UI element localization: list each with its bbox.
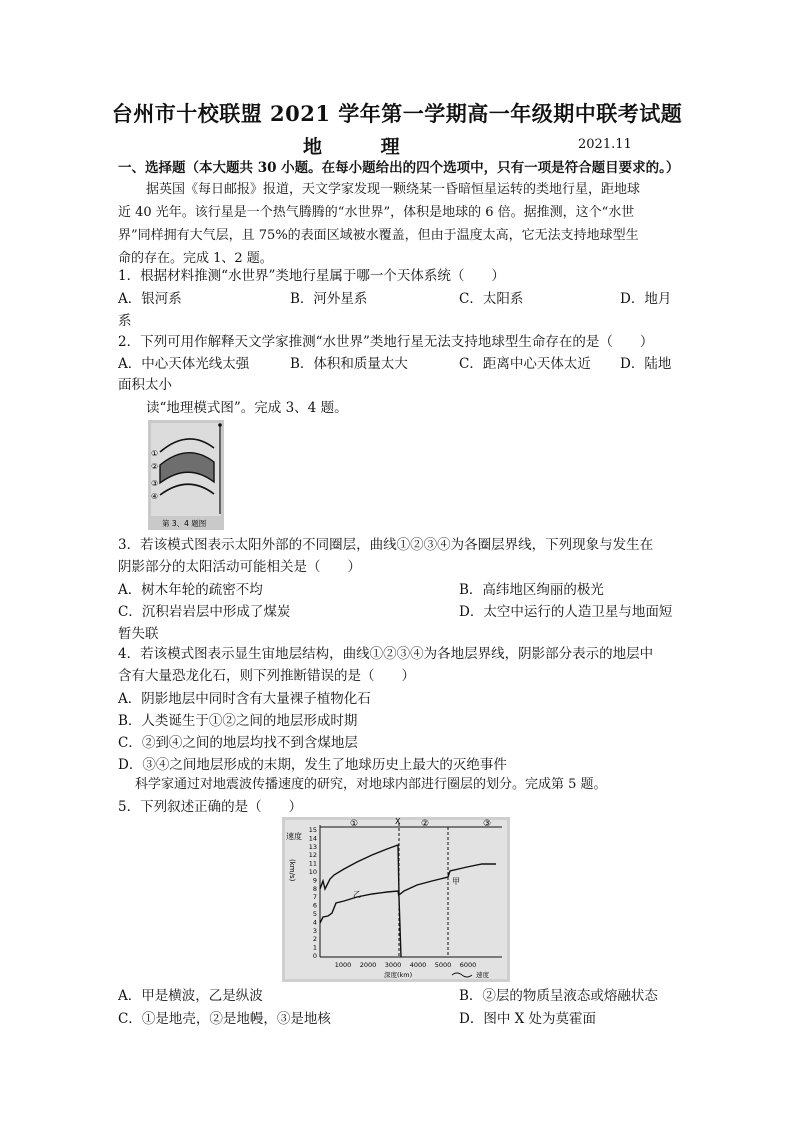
x-tick: 6000 <box>459 961 477 969</box>
q3-stem-line2: 阴影部分的太阳活动可能相关是（ ） <box>118 559 361 575</box>
curve-label-yi: 乙 <box>353 890 361 899</box>
passage-line: 据英国《每日邮报》报道，天文学家发现一颗绕某一昏暗恒星运转的类地行星，距地球 <box>146 182 641 197</box>
passage-line: 命的存在。完成 1、2 题。 <box>118 251 273 266</box>
q3-option-d: D．太空中运行的人造卫星与地面短 <box>459 604 673 620</box>
y-tick: 7 <box>312 893 317 902</box>
layer-label-1: ① <box>350 819 359 829</box>
y-axis-unit: (km/s) <box>288 859 296 882</box>
y-tick: 0 <box>312 952 317 960</box>
y-tick: 2 <box>312 935 317 944</box>
y-tick: 11 <box>308 859 317 868</box>
q3-stem-line1: 3．若该模式图表示太阳外部的不同圈层，曲线①②③④为各圈层界线，下列现象与发生在 <box>118 537 654 553</box>
q5-option-c: C．①是地壳，②是地幔，③是地核 <box>118 1011 331 1027</box>
y-tick: 5 <box>312 910 317 918</box>
q2-stem: 2．下列可用作解释天文学家推测“水世界”类地行星无法支持地球型生命存在的是（ ） <box>118 334 654 350</box>
y-tick: 8 <box>312 884 317 893</box>
intro-q3-q4: 读“地理模式图”。完成 3、4 题。 <box>146 400 348 416</box>
q4-option-c: C．②到④之间的地层均找不到含煤地层 <box>118 735 358 751</box>
q1-option-d: D．地月 <box>620 291 672 307</box>
q3-option-a: A．树木年轮的疏密不均 <box>118 582 263 598</box>
marker-2: ② <box>151 462 159 471</box>
q3-option-d-cont: 暂失联 <box>118 626 159 642</box>
passage-line: 近 40 光年。该行星是一个热气腾腾的“水世界”，体积是地球的 6 倍。据推测，这个“水世 <box>118 205 635 220</box>
y-tick: 12 <box>308 851 317 860</box>
x-tick: 3000 <box>384 961 402 969</box>
q4-stem-line2: 含有大量恐龙化石，则下列推断错误的是（ ） <box>118 668 415 684</box>
q5-option-a: A．甲是横波，乙是纵波 <box>118 988 263 1004</box>
boundary-x-label: X <box>395 817 401 826</box>
q5-option-d: D．图中 X 处为莫霍面 <box>459 1011 597 1027</box>
exam-date: 2021.11 <box>578 137 632 152</box>
q4-option-b: B．人类诞生于①②之间的地层形成时期 <box>118 713 358 729</box>
q4-option-d: D．③④之间地层形成的末期，发生了地球历史上最大的灭绝事件 <box>118 757 507 773</box>
passage-line: 界”同样拥有大气层，且 75%的表面区域被水覆盖，但由于温度太高，它无法支持地球型生 <box>118 228 639 243</box>
y-tick: 1 <box>312 943 317 952</box>
q1-stem: 1．根据材料推测“水世界”类地行星属于哪一个天体系统（ ） <box>118 268 505 284</box>
marker-4: ④ <box>151 492 159 501</box>
legend-label: 速度 <box>476 971 489 979</box>
x-axis-title: 深度(km) <box>384 971 413 979</box>
q1-option-a: A．银河系 <box>118 291 182 307</box>
exam-title: 台州市十校联盟 2021 学年第一学期高一年级期中联考试题 <box>111 101 683 126</box>
q3-option-c: C．沉积岩岩层中形成了煤炭 <box>118 604 291 620</box>
y-tick: 14 <box>308 834 317 843</box>
q2-option-b: B．体积和质量太大 <box>290 356 408 372</box>
layer-label-2: ② <box>421 819 430 829</box>
q3-option-b: B．高纬地区绚丽的极光 <box>459 582 604 598</box>
x-tick: 2000 <box>359 961 377 969</box>
q2-option-d: D．陆地 <box>620 356 672 372</box>
y-tick: 10 <box>308 868 317 876</box>
seismic-figure <box>282 817 510 982</box>
arrow-head <box>218 423 222 427</box>
x-tick: 1000 <box>334 961 352 969</box>
y-tick: 9 <box>312 876 317 885</box>
curve-label-jia: 甲 <box>452 877 460 886</box>
q4-stem-line1: 4．若该模式图表示显生宙地层结构，曲线①②③④为各地层界线，阴影部分表示的地层中 <box>118 646 654 662</box>
section-heading: 一、选择题（本大题共 30 小题。在每小题给出的四个选项中，只有一项是符合题目要求的。） <box>118 160 680 176</box>
y-tick: 15 <box>308 826 317 834</box>
x-tick: 5000 <box>434 961 452 969</box>
figure1-caption: 第 3、4 题图 <box>162 519 207 528</box>
q5-stem: 5．下列叙述正确的是（ ） <box>118 799 303 815</box>
q1-option-d-cont: 系 <box>118 313 132 329</box>
marker-1: ① <box>151 449 159 458</box>
subject-title: 地 理 <box>303 136 426 158</box>
intro-q5: 科学家通过对地震波传播速度的研究，对地球内部进行圈层的划分。完成第 5 题。 <box>135 777 607 792</box>
y-tick: 3 <box>312 926 317 935</box>
y-tick: 13 <box>308 842 317 851</box>
marker-3: ③ <box>151 479 159 488</box>
q2-option-d-cont: 面积太小 <box>118 377 172 393</box>
y-axis-title: 速度 <box>286 832 302 841</box>
x-tick: 4000 <box>409 961 427 969</box>
y-tick: 4 <box>312 918 317 927</box>
layer-label-3: ③ <box>483 819 492 829</box>
q2-option-c: C．距离中心天体太近 <box>459 356 591 372</box>
q1-option-b: B．河外星系 <box>290 291 368 307</box>
q5-option-b: B．②层的物质呈液态或熔融状态 <box>459 988 658 1004</box>
y-tick: 6 <box>312 901 317 910</box>
q2-option-a: A．中心天体光线太强 <box>118 356 250 372</box>
q4-option-a: A．阴影地层中同时含有大量裸子植物化石 <box>118 691 371 707</box>
model-figure <box>148 420 224 530</box>
q1-option-c: C．太阳系 <box>459 291 524 307</box>
